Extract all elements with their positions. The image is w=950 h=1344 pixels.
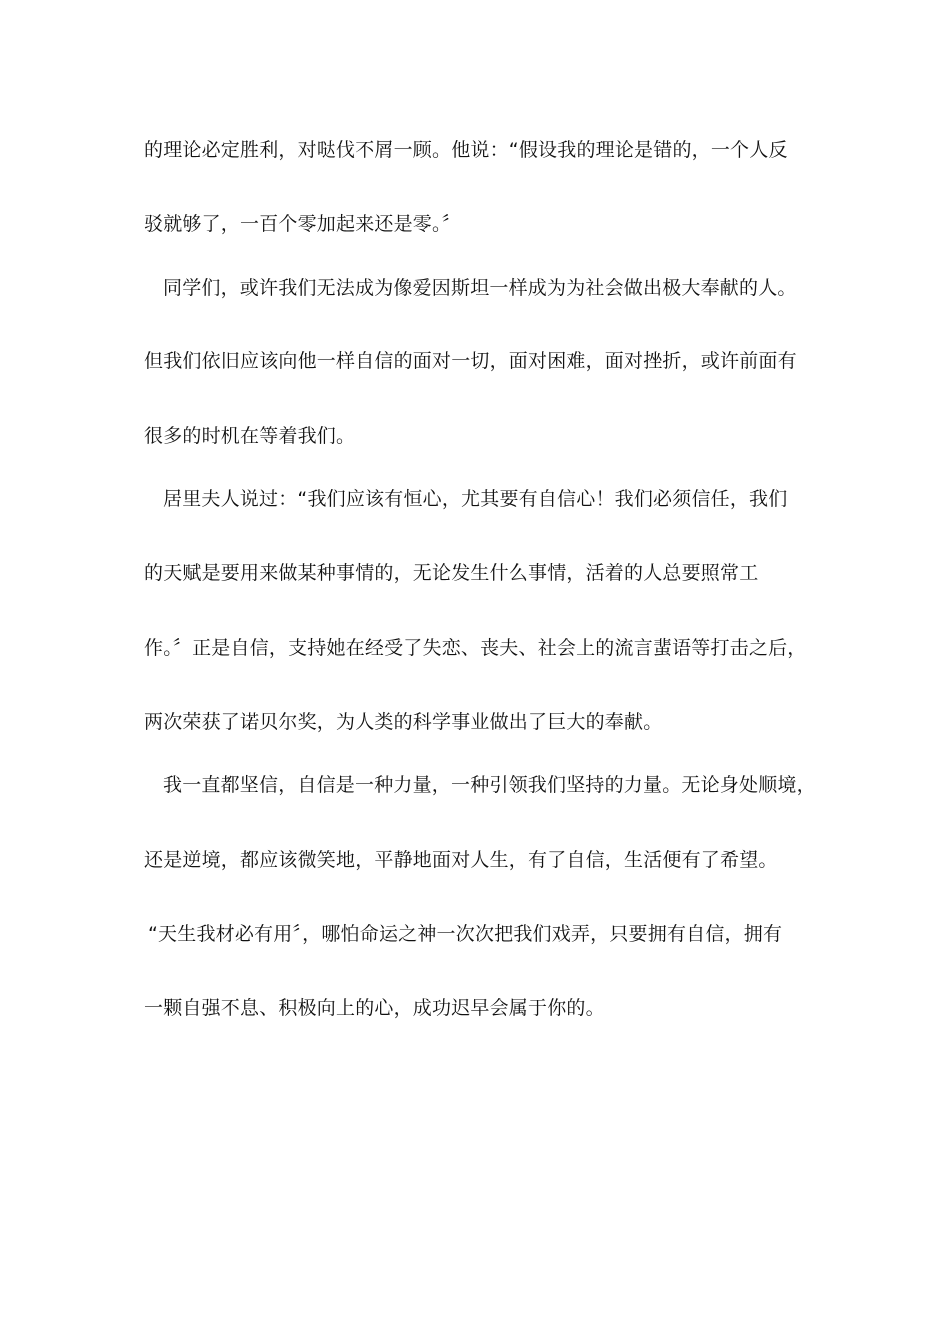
text-line: 作。〞正是自信，支持她在经受了失恋、丧夫、社会上的流言蜚语等打击之后， [144,637,807,659]
text-line: 的天赋是要用来做某种事情的，无论发生什么事情，活着的人总要照常工 [144,562,759,584]
text-line: 的理论必定胜利，对哒伐不屑一顾。他说：“假设我的理论是错的，一个人反 [144,139,788,161]
text-line: 但我们依旧应该向他一样自信的面对一切，面对困难，面对挫折，或许前面有 [144,350,797,372]
text-line: 驳就够了，一百个零加起来还是零。〞 [144,213,461,235]
paragraph-start-line: 同学们，或许我们无法成为像爱因斯坦一样成为为社会做出极大奉献的人。 [163,277,797,299]
text-line: 一颗自强不息、积极向上的心，成功迟早会属于你的。 [144,997,605,1019]
text-line: “天生我材必有用〞，哪怕命运之神一次次把我们戏弄，只要拥有自信，拥有 [148,923,783,945]
paragraph-start-line: 我一直都坚信，自信是一种力量，一种引领我们坚持的力量。无论身处顺境， [163,774,816,796]
text-line: 还是逆境，都应该微笑地，平静地面对人生，有了自信，生活便有了希望。 [144,849,778,871]
text-line: 很多的时机在等着我们。 [144,425,356,447]
text-line: 两次荣获了诺贝尔奖，为人类的科学事业做出了巨大的奉献。 [144,711,663,733]
paragraph-start-line: 居里夫人说过：“我们应该有恒心，尤其要有自信心！我们必须信任，我们 [163,488,788,510]
